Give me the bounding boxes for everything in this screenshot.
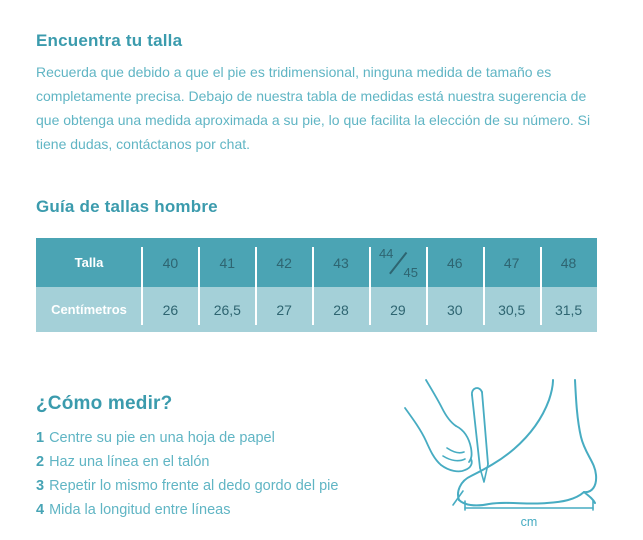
cm-cell: 26 xyxy=(162,301,179,318)
measure-step: 3 Repetir lo mismo frente al dedo gordo del pie xyxy=(36,478,339,494)
cm-unit-label: cm xyxy=(520,515,538,529)
cm-cell: 26,5 xyxy=(213,301,241,318)
cm-cell: 27 xyxy=(276,301,292,318)
cm-cell: 30 xyxy=(447,301,463,318)
size-guide-heading: Guía de tallas hombre xyxy=(36,197,218,216)
size-cell: 41 xyxy=(219,254,236,271)
intro-paragraph: Recuerda que debido a que el pie es tridimensional, ninguna medida de tamaño es completamente precisa. Debajo de nuestra tabla de medidas está nuestra sugerencia de que obtenga una medida aproximada a su pie, lo que facilita la elección de su número. Si tiene dudas, contáctanos por chat. xyxy=(36,64,591,152)
table-row-centimeters xyxy=(36,287,597,332)
how-to-measure-heading: ¿Cómo medir? xyxy=(36,393,173,414)
size-fraction-bottom: 45 xyxy=(403,264,418,280)
measure-step: 2 Haz una línea en el talón xyxy=(36,454,210,470)
foot-measurement-illustration xyxy=(403,378,641,535)
row-label-centimeters: Centímetros xyxy=(51,302,127,317)
size-cell: 48 xyxy=(560,254,577,271)
size-fraction-top: 44 xyxy=(378,245,394,261)
size-cell: 40 xyxy=(162,254,179,271)
size-table xyxy=(36,238,597,332)
row-label-sizes: Talla xyxy=(74,255,104,270)
table-row-sizes xyxy=(36,238,597,287)
size-cell-44-45 xyxy=(370,238,427,287)
size-cell: 42 xyxy=(276,254,292,271)
cm-cell: 31,5 xyxy=(554,301,583,318)
measure-step: 4 Mida la longitud entre líneas xyxy=(36,502,231,518)
size-fraction xyxy=(377,245,419,281)
measure-step: 1 Centre su pie en una hoja de papel xyxy=(36,430,275,446)
size-cell: 43 xyxy=(333,254,349,271)
size-cell: 47 xyxy=(503,254,520,271)
size-cell: 46 xyxy=(447,254,463,271)
cm-cell: 28 xyxy=(333,301,349,318)
cm-cell: 29 xyxy=(390,301,406,318)
cm-cell: 30,5 xyxy=(498,301,526,318)
page-title: Encuentra tu talla xyxy=(36,31,183,50)
